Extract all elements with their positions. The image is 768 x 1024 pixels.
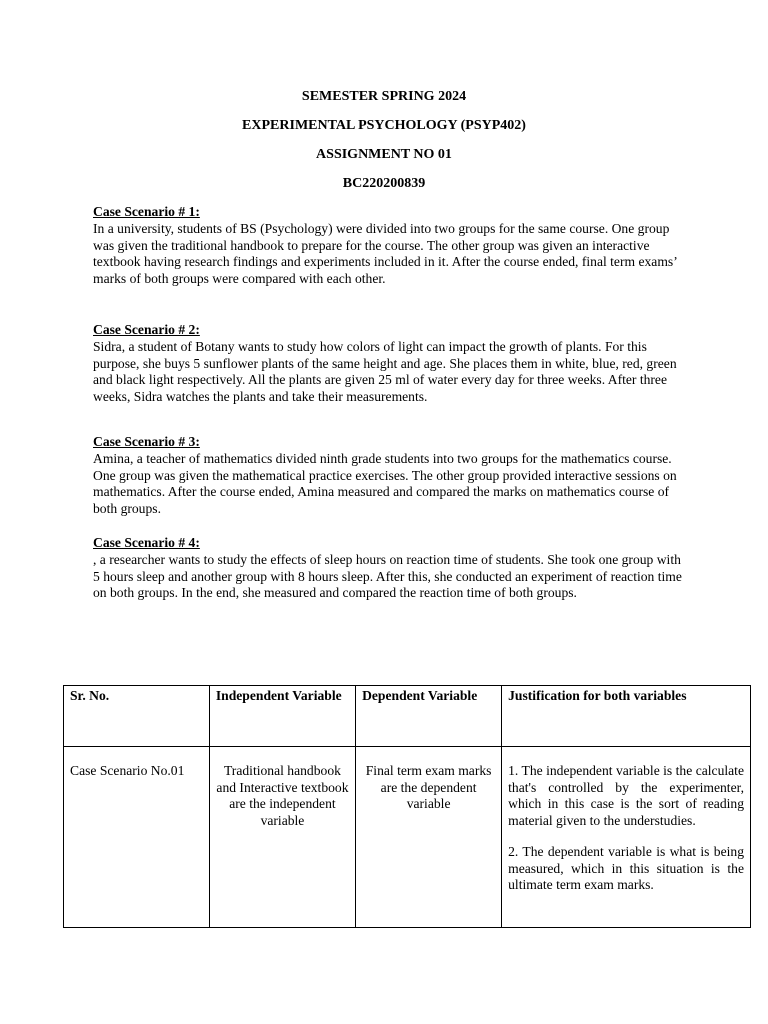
course-heading: EXPERIMENTAL PSYCHOLOGY (PSYP402) (242, 118, 526, 133)
cell-text: Traditional handbook and Interactive textbook are the independent variable (216, 763, 349, 828)
cell-dependent (356, 747, 502, 928)
header-label: Dependent Variable (362, 688, 478, 703)
cell-justification (502, 747, 751, 928)
cell-independent (209, 747, 355, 928)
semester-heading: SEMESTER SPRING 2024 (301, 89, 467, 104)
case-scenario-title: Case Scenario # 2: (93, 322, 200, 337)
header-justification (502, 686, 751, 747)
cell-text: Final term exam marks are the dependent variable (365, 763, 492, 811)
cell-text: Case Scenario No.01 (70, 763, 185, 778)
variables-table (63, 685, 751, 928)
assignment-heading: ASSIGNMENT NO 01 (316, 147, 452, 162)
case-scenario-2 (93, 322, 685, 406)
case-scenario-1 (93, 204, 685, 288)
table-header-row (64, 686, 751, 747)
case-scenario-text: Amina, a teacher of mathematics divided ninth grade students into two groups for the mathematics course. One group was given the mathematical practice exercises. The other group provided interactive sessions on mathematics. After the course ended, Amina measured and compared the marks on mathematics course of both groups. (93, 450, 677, 517)
case-scenario-4 (93, 535, 685, 602)
case-scenario-text: , a researcher wants to study the effects of sleep hours on reaction time of students. She took one group with 5 hours sleep and another group with 8 hours sleep. After this, she conducted an experiment of reaction time on both groups. In the end, she measured and compared the reaction time of both groups. (93, 551, 682, 601)
cell-sr-no (64, 747, 210, 928)
header-label: Sr. No. (70, 688, 110, 703)
student-id-heading: BC220200839 (342, 176, 426, 191)
header-label: Justification for both variables (508, 688, 687, 703)
case-scenario-text: Sidra, a student of Botany wants to study how colors of light can impact the growth of plants. For this purpose, she buys 5 sunflower plants of the same height and age. She places them in white, blue, red, green and black light respectively. All the plants are given 25 ml of water every day for three weeks. After three weeks, Sidra watches the plants and take their measurements. (93, 338, 677, 405)
justification-point-1: 1. The independent variable is the calculate that's controlled by the experimenter, which in this case is the sort of reading material given to the understudies. (508, 763, 744, 828)
header-dependent-variable (356, 686, 502, 747)
header-label: Independent Variable (215, 688, 342, 703)
case-scenario-title: Case Scenario # 1: (93, 204, 200, 219)
justification-point-2: 2. The dependent variable is what is being measured, which in this situation is the ultimate term exam marks. (508, 844, 744, 892)
header-sr-no (64, 686, 210, 747)
justification-text (502, 747, 750, 896)
case-scenario-title: Case Scenario # 4: (93, 535, 200, 550)
case-scenario-text: In a university, students of BS (Psychology) were divided into two groups for the same course. One group was given the traditional handbook to prepare for the course. The other group was given an interactive textbook having research findings and experiments included in it. After the course ended, final term exams’ marks of both groups were compared with each other. (93, 220, 677, 287)
case-scenario-title: Case Scenario # 3: (93, 434, 200, 449)
header-independent-variable (209, 686, 355, 747)
case-scenario-3 (93, 434, 685, 518)
table-row (64, 747, 751, 928)
